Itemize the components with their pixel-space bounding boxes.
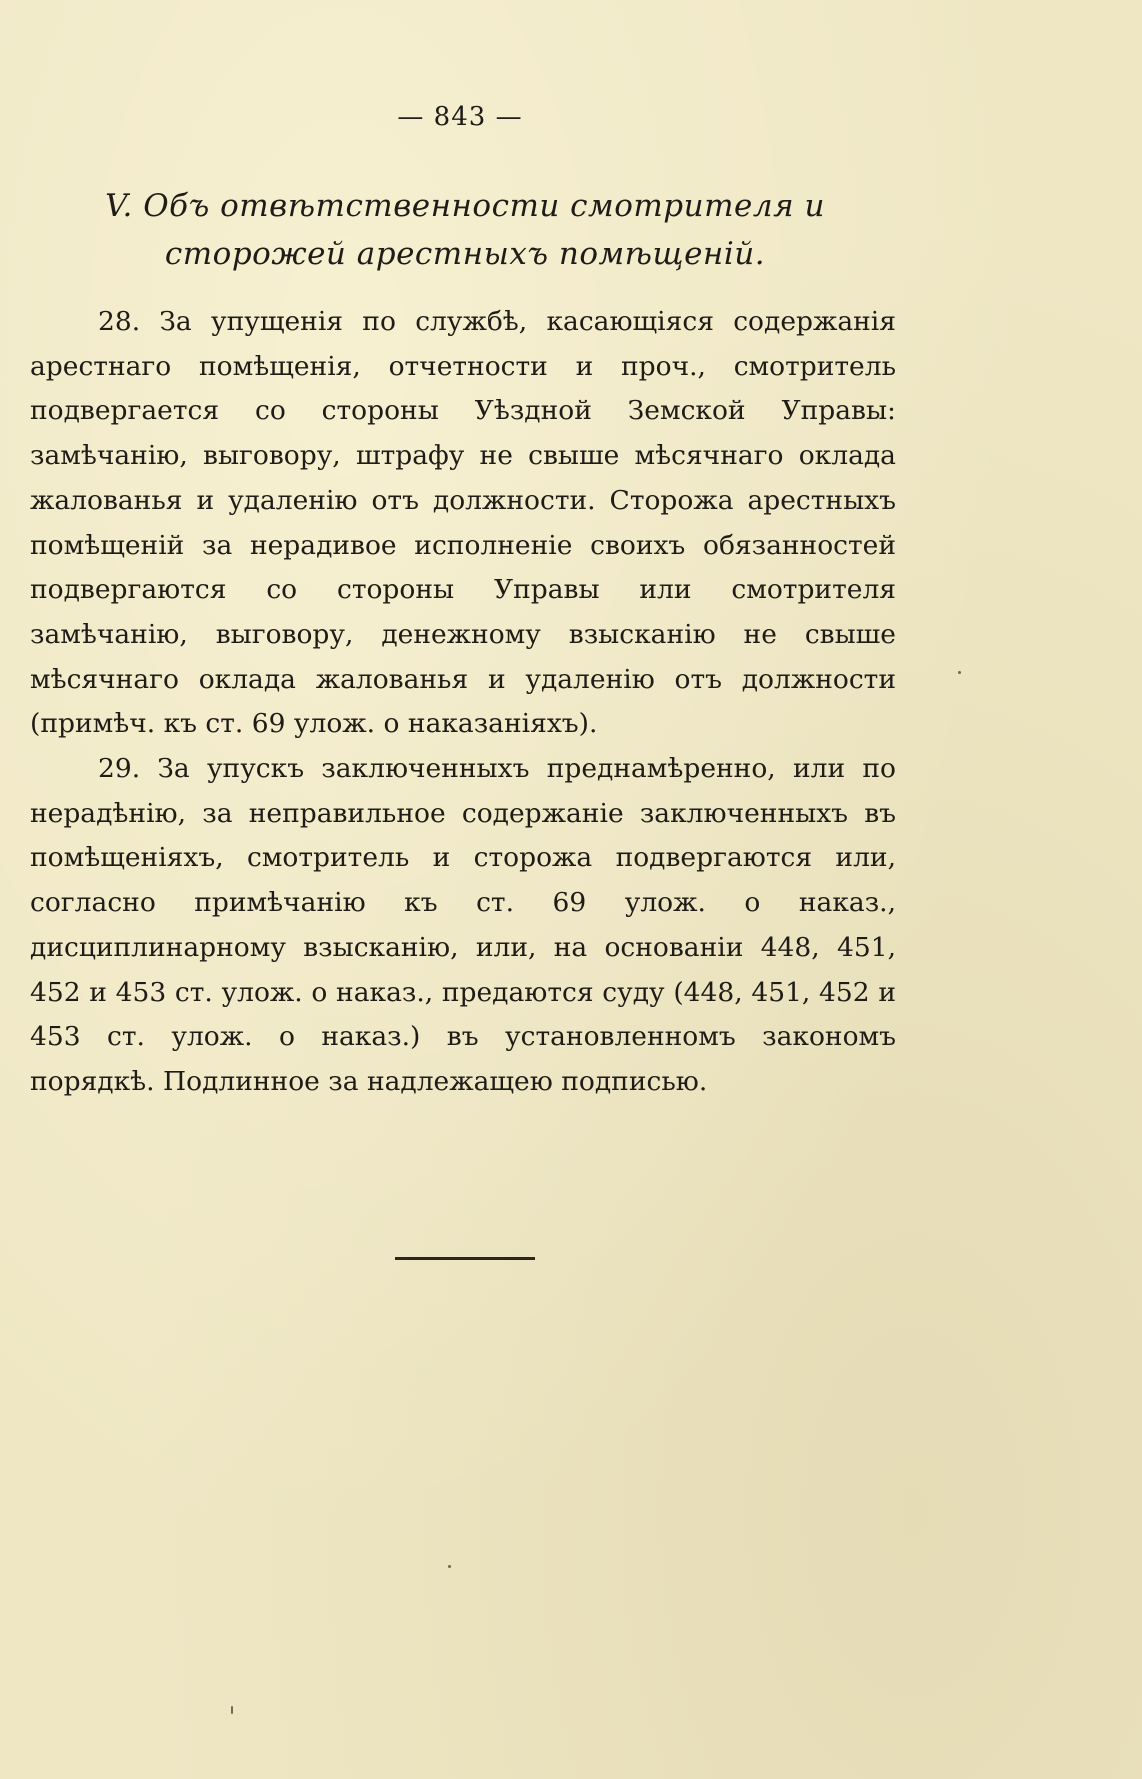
paper-speck: [231, 1706, 233, 1714]
paper-speck: [958, 671, 961, 674]
page-number: — 843 —: [397, 102, 523, 132]
section-heading: V. Объ отвѣтственности смотрителя и сторожей арестныхъ помѣщеній.: [105, 188, 825, 272]
body-text: [30, 300, 896, 1105]
paragraph-28: 28. За упущенія по службѣ, касающіяся содержанія арестнаго помѣщенія, отчетности и проч., смотритель подвергается со стороны Уѣздной Земской Управы: замѣчанію, выговору, штрафу не свыше мѣсячнаго оклада жалованья и удаленію отъ должности. Сторожа арестныхъ помѣщеній за нерадивое исполненіе своихъ обязанностей подвергаются со стороны Управы или смотрителя замѣчанію, выговору, денежному взысканію не свыше мѣсячнаго оклада жалованья и удаленію отъ должности (примѣч. къ ст. 69 улож. о наказаніяхъ).: [30, 306, 896, 740]
paragraph-29: 29. За упускъ заключенныхъ преднамѣренно, или по нерадѣнію, за неправильное содержаніе заключенныхъ въ помѣщеніяхъ, смотритель и сторожа подвергаются или, согласно примѣчанію къ ст. 69 улож. о наказ., дисциплинарному взысканію, или, на основаніи 448, 451, 452 и 453 ст. улож. о наказ., предаются суду (448, 451, 452 и 453 ст. улож. о наказ.) въ установленномъ закономъ порядкѣ. Подлинное за надлежащею подписью.: [30, 753, 896, 1097]
paper-speck: [448, 1565, 451, 1568]
closing-rule: [395, 1257, 535, 1260]
